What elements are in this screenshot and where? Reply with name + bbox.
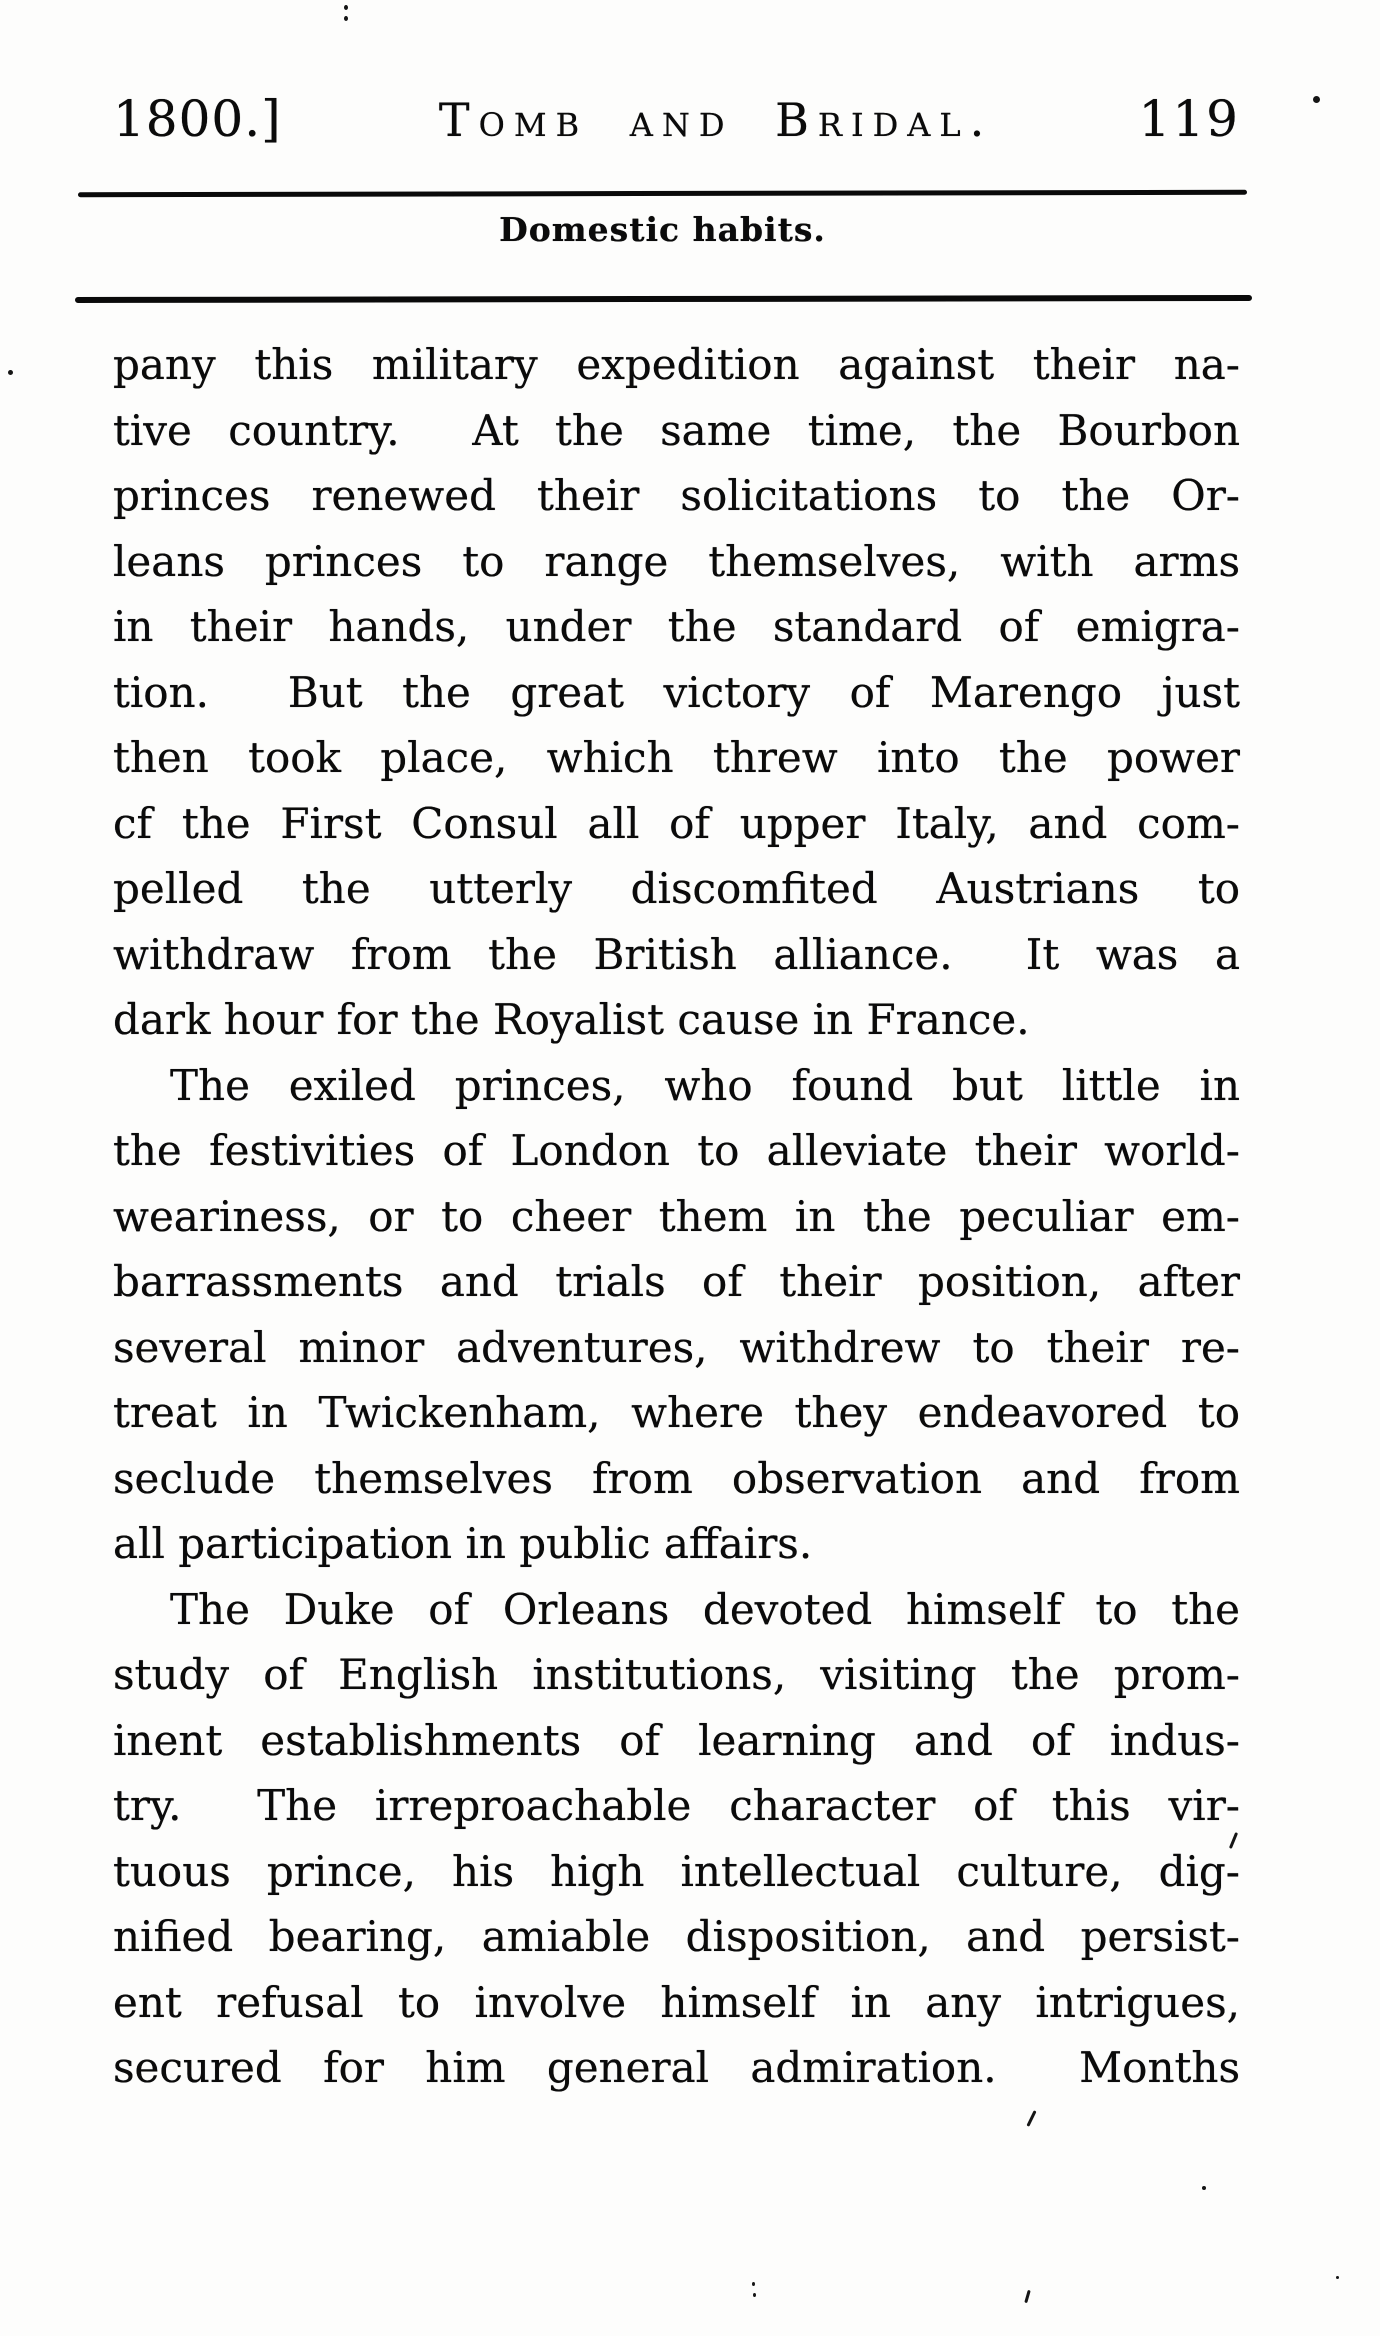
- ink-speck: [8, 370, 13, 375]
- text-line: The exiled princes, who found but little in: [170, 1060, 1240, 1110]
- ink-speck: [753, 2293, 756, 2297]
- bottom-rule: [75, 295, 1252, 303]
- text-line: then took place, which threw into the power: [113, 733, 1240, 782]
- text-line: the festivities of London to alleviate their world-: [113, 1126, 1240, 1175]
- text-line: The Duke of Orleans devoted himself to the: [170, 1584, 1240, 1634]
- text-line: ent refusal to involve himself in any intrigues,: [113, 1977, 1240, 2027]
- ink-speck: [1313, 96, 1320, 103]
- text-line: in their hands, under the standard of emigra-: [113, 602, 1240, 651]
- page-body: [113, 332, 1240, 2101]
- text-line: princes renewed their solicitations to the Or-: [113, 471, 1240, 520]
- text-line: try. The irreproachable character of this vir-: [113, 1781, 1240, 1830]
- text-line: several minor adventures, withdrew to their re-: [113, 1322, 1240, 1372]
- header-year-label: 1800.]: [113, 90, 282, 148]
- header-page-number: 119: [1138, 90, 1240, 148]
- ink-speck: [752, 2282, 755, 2286]
- text-line: tuous prince, his high intellectual culture, dig-: [113, 1846, 1240, 1896]
- text-line: pelled the utterly discomfited Austrians to: [113, 864, 1240, 913]
- ink-speck: [1202, 2186, 1206, 2190]
- text-line: all participation in public affairs.: [113, 1519, 813, 1568]
- ink-speck: [1336, 2276, 1339, 2279]
- text-line: treat in Twickenham, where they endeavored to: [113, 1388, 1240, 1437]
- running-head-label: Domestic habits.: [499, 210, 826, 249]
- text-line: pany this military expedition against their na-: [113, 340, 1240, 389]
- text-line: leans princes to range themselves, with arms: [113, 536, 1240, 586]
- text-line: secured for him general admiration. Months: [113, 2043, 1240, 2092]
- text-line: tion. But the great victory of Marengo just: [113, 667, 1240, 717]
- text-line: nified bearing, amiable disposition, and persist-: [113, 1912, 1240, 1961]
- text-line: inent establishments of learning and of indus-: [113, 1715, 1240, 1765]
- ink-speck: [344, 16, 348, 21]
- text-line: tive country. At the same time, the Bourbon: [113, 405, 1240, 455]
- ink-speck: [1026, 2110, 1036, 2127]
- text-line: seclude themselves from observation and from: [113, 1453, 1240, 1503]
- ink-speck: [1024, 2290, 1030, 2303]
- top-rule: [78, 190, 1247, 197]
- text-line: barrassments and trials of their position, after: [113, 1257, 1240, 1306]
- ink-speck: [344, 5, 348, 10]
- header-chapter-title: Tomb and Bridal.: [438, 93, 994, 147]
- text-line: weariness, or to cheer them in the peculiar em-: [113, 1191, 1240, 1241]
- text-line: dark hour for the Royalist cause in France.: [113, 995, 1030, 1044]
- page-header: [113, 90, 1240, 148]
- text-line: withdraw from the British alliance. It was a: [113, 929, 1240, 979]
- text-line: cf the First Consul all of upper Italy, and com-: [113, 798, 1240, 848]
- text-line: study of English institutions, visiting the prom-: [113, 1650, 1240, 1699]
